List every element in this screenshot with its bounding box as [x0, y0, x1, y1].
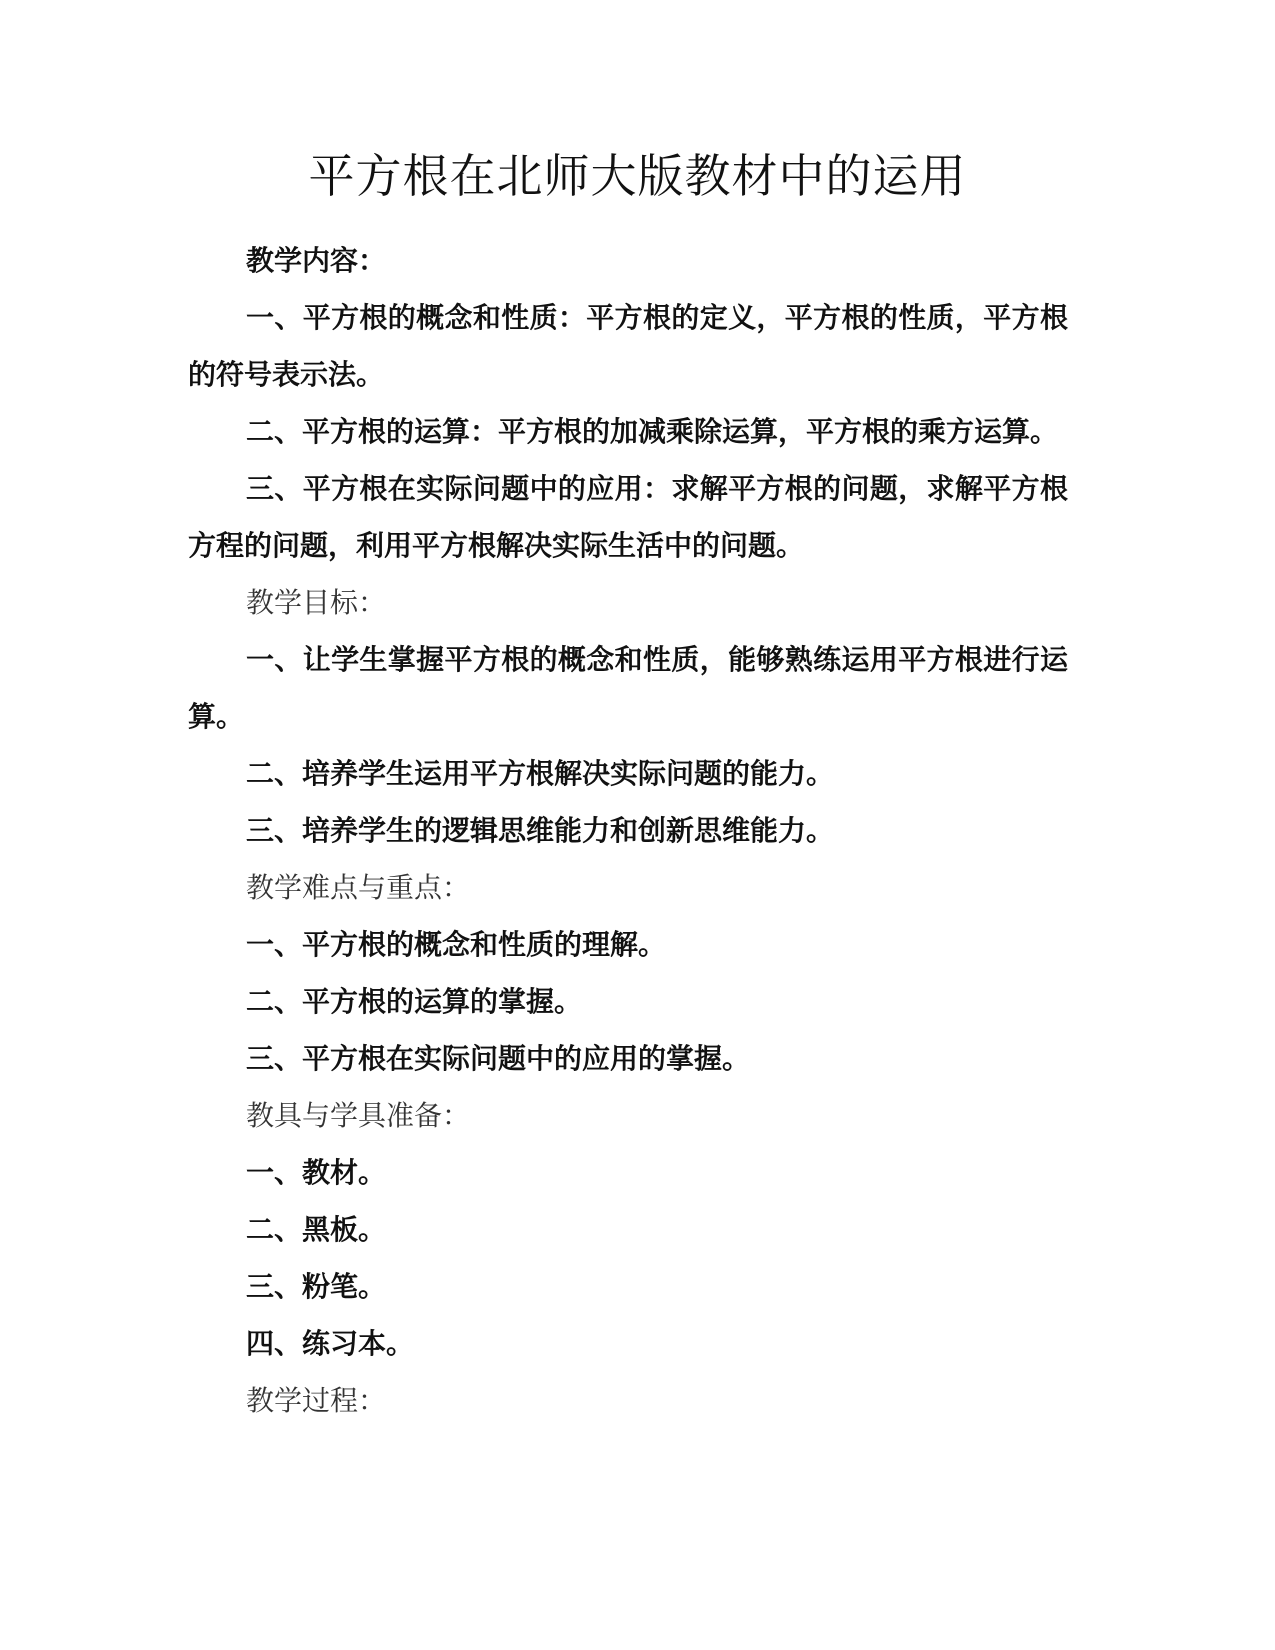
objective-item-3: 三、培养学生的逻辑思维能力和创新思维能力。: [246, 814, 835, 847]
key-point-item-2: 二、平方根的运算的掌握。: [246, 985, 583, 1018]
material-item-4: 四、练习本。: [246, 1327, 415, 1360]
section-heading-materials: 教具与学具准备：: [246, 1099, 471, 1132]
content-item-1: 一、平方根的概念和性质：平方根的定义，平方根的性质，平方根的符号表示法。: [188, 301, 1068, 391]
material-item-1: 一、教材。: [246, 1156, 387, 1189]
section-heading-process: 教学过程：: [246, 1384, 387, 1417]
objective-item-2: 二、培养学生运用平方根解决实际问题的能力。: [246, 757, 835, 790]
objective-item-1: 一、让学生掌握平方根的概念和性质，能够熟练运用平方根进行运算。: [188, 643, 1068, 733]
key-point-item-1: 一、平方根的概念和性质的理解。: [246, 928, 667, 961]
key-point-item-3: 三、平方根在实际问题中的应用的掌握。: [246, 1042, 751, 1075]
material-item-3: 三、粉笔。: [246, 1270, 387, 1303]
document-title: 平方根在北师大版教材中的运用: [308, 149, 967, 203]
section-heading-objectives: 教学目标：: [246, 586, 387, 619]
content-item-3: 三、平方根在实际问题中的应用：求解平方根的问题，求解平方根方程的问题，利用平方根解决实际生活中的问题。: [188, 472, 1068, 562]
content-item-2: 二、平方根的运算：平方根的加减乘除运算，平方根的乘方运算。: [246, 415, 1059, 448]
document-body: [188, 232, 1068, 1429]
material-item-2: 二、黑板。: [246, 1213, 387, 1246]
section-heading-key-points: 教学难点与重点：: [246, 871, 471, 904]
section-heading-content: 教学内容：: [246, 244, 387, 277]
